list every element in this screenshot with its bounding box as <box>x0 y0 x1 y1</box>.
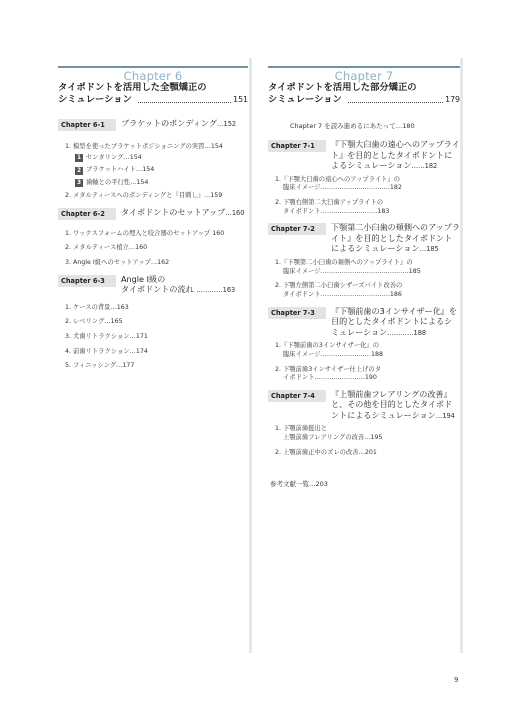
toc-entry: 1. ワックスフォームの埋入と咬合器のセットアップ 160 <box>65 229 225 237</box>
toc-entry: 3. 犬歯リトラクション…171 <box>65 333 148 341</box>
toc-entry: 2. 下顎左側第二小臼歯シザーズバイト改善の タイポドント……………………………186 <box>275 282 403 298</box>
chapter-6-heading-line1: タイポドントを活用した全顎矯正の <box>58 82 207 93</box>
toc-entry: 2. メタルティースへのボンディングと『目刺し』…159 <box>65 191 223 199</box>
chapter-7-heading-line2 <box>268 94 460 106</box>
number-badge: 1 <box>76 155 82 162</box>
section-label: Chapter 6-2 <box>58 208 116 220</box>
toc-entry: 2. 下顎前歯3インサイザー仕上げのタ イポドント……………………190 <box>275 365 382 382</box>
toc-entry: 1. ケースの背景…163 <box>65 303 129 311</box>
chapter-6-title: Chapter 6 <box>123 69 183 83</box>
section-6-1-items <box>58 143 248 201</box>
toc-entry: 2. メタルティース植立…160 <box>65 244 148 252</box>
section-label: Chapter 7-3 <box>268 307 326 319</box>
toc-entry: 4. 前歯リトラクション…174 <box>65 347 148 355</box>
section-title: 『上顎前歯フレアリングの改善』と、その他を目的としたタイポドントによるシミュレーション…194 <box>331 388 455 420</box>
section-6-2-items <box>58 230 248 268</box>
toc-entry: 2. 下顎右側第二大臼歯アップライトの タイポドント………………………183 <box>275 198 390 215</box>
toc-subentry: 2 ブラケットハイト…154 <box>76 166 155 174</box>
toc-entry: 1.『下顎大臼歯の遠心へのアップライト』の 臨床イメージ……………………………182 <box>275 175 402 192</box>
section-title: 『下顎大臼歯の遠心へのアップライト』を目的としたタイポドントによるシミュレーション……182 <box>331 139 460 170</box>
toc-entry: 1.『下顎前歯の3インサイザー化』の 臨床イメージ……………………188 <box>275 342 383 358</box>
chapter-6-header <box>58 66 248 112</box>
number-badge: 2 <box>76 167 82 174</box>
section-7-2-items <box>268 259 460 300</box>
right-margin-rail <box>460 58 463 653</box>
toc-subentry: 3 歯軸との平行性…154 <box>76 179 149 187</box>
chapter-7-page: 179 <box>445 95 460 104</box>
toc-entry: 2. 上顎前歯正中のズレの改善…201 <box>275 448 377 456</box>
chapter-7-title: Chapter 7 <box>334 69 394 83</box>
section-title: タイポドントのセットアップ…160 <box>121 206 245 217</box>
chapter-7-header <box>268 66 460 112</box>
section-label: Chapter 7-2 <box>268 223 326 235</box>
references-entry: 参考文献一覧…203 <box>270 479 328 488</box>
toc-entry: 1. 模型を使ったブラケットポジショニングの実習…154 <box>65 143 223 150</box>
section-title: ブラケットのボンディング…152 <box>121 118 237 128</box>
chapter-7-heading-text: シミュレーション <box>268 94 342 105</box>
number-badge: 3 <box>76 180 82 187</box>
section-7-1-items <box>268 176 460 217</box>
chapter-6-heading-line2 <box>58 94 248 106</box>
section-title: 『下顎前歯の3インサイザー化』を目的としたタイポドントによるシミュレーション…………188 <box>331 305 457 337</box>
page-number: 9 <box>454 676 459 684</box>
toc-entry: 3. Angle Ⅰ級へのセットアップ…162 <box>65 258 170 266</box>
chapter-7-intro: Chapter 7 を読み進めるにあたって…180 <box>290 122 415 130</box>
left-margin-rail <box>249 58 252 653</box>
toc-entry: 5. フィニッシング…177 <box>65 362 135 370</box>
toc-entry: 2. レベリング…165 <box>65 318 123 326</box>
section-label: Chapter 6-3 <box>58 275 116 287</box>
section-6-3 <box>58 274 248 296</box>
chapter-7-column <box>268 66 460 489</box>
section-6-3-items <box>58 304 248 372</box>
section-label: Chapter 6-1 <box>58 119 116 131</box>
chapter-6-column <box>58 66 248 377</box>
section-6-2 <box>58 207 248 220</box>
section-7-2 <box>268 222 460 255</box>
leader-dots <box>348 94 443 103</box>
chapter-7-heading-line1: タイポドントを活用した部分矯正の <box>268 82 417 93</box>
section-7-4 <box>268 389 460 422</box>
chapter-6-page: 151 <box>233 95 248 104</box>
toc-entry: 1. 下顎前歯挺出と 上顎前歯フレアリングの改善…195 <box>275 425 383 442</box>
toc-subentry: 1 センタリング…154 <box>76 153 142 162</box>
section-7-3-items <box>268 342 460 383</box>
section-title: 下顎第二小臼歯の頬側へのアップライト』を目的としたタイポドントによるシミュレーション…185 <box>331 222 460 254</box>
section-title: Angle Ⅰ級の タイポドントの流れ …………163 <box>121 273 236 295</box>
section-label: Chapter 7-1 <box>268 140 326 152</box>
section-7-1 <box>268 139 460 172</box>
section-7-4-items <box>268 425 460 457</box>
toc-entry: 1.『下顎第二小臼歯の頬側へのアップライト』の 臨床イメージ……………………………………185 <box>275 258 421 275</box>
chapter-6-heading-text: シミュレーション <box>58 94 132 105</box>
leader-dots <box>138 94 231 103</box>
section-label: Chapter 7-4 <box>268 390 326 402</box>
section-6-1 <box>58 118 248 131</box>
section-7-3 <box>268 306 460 339</box>
